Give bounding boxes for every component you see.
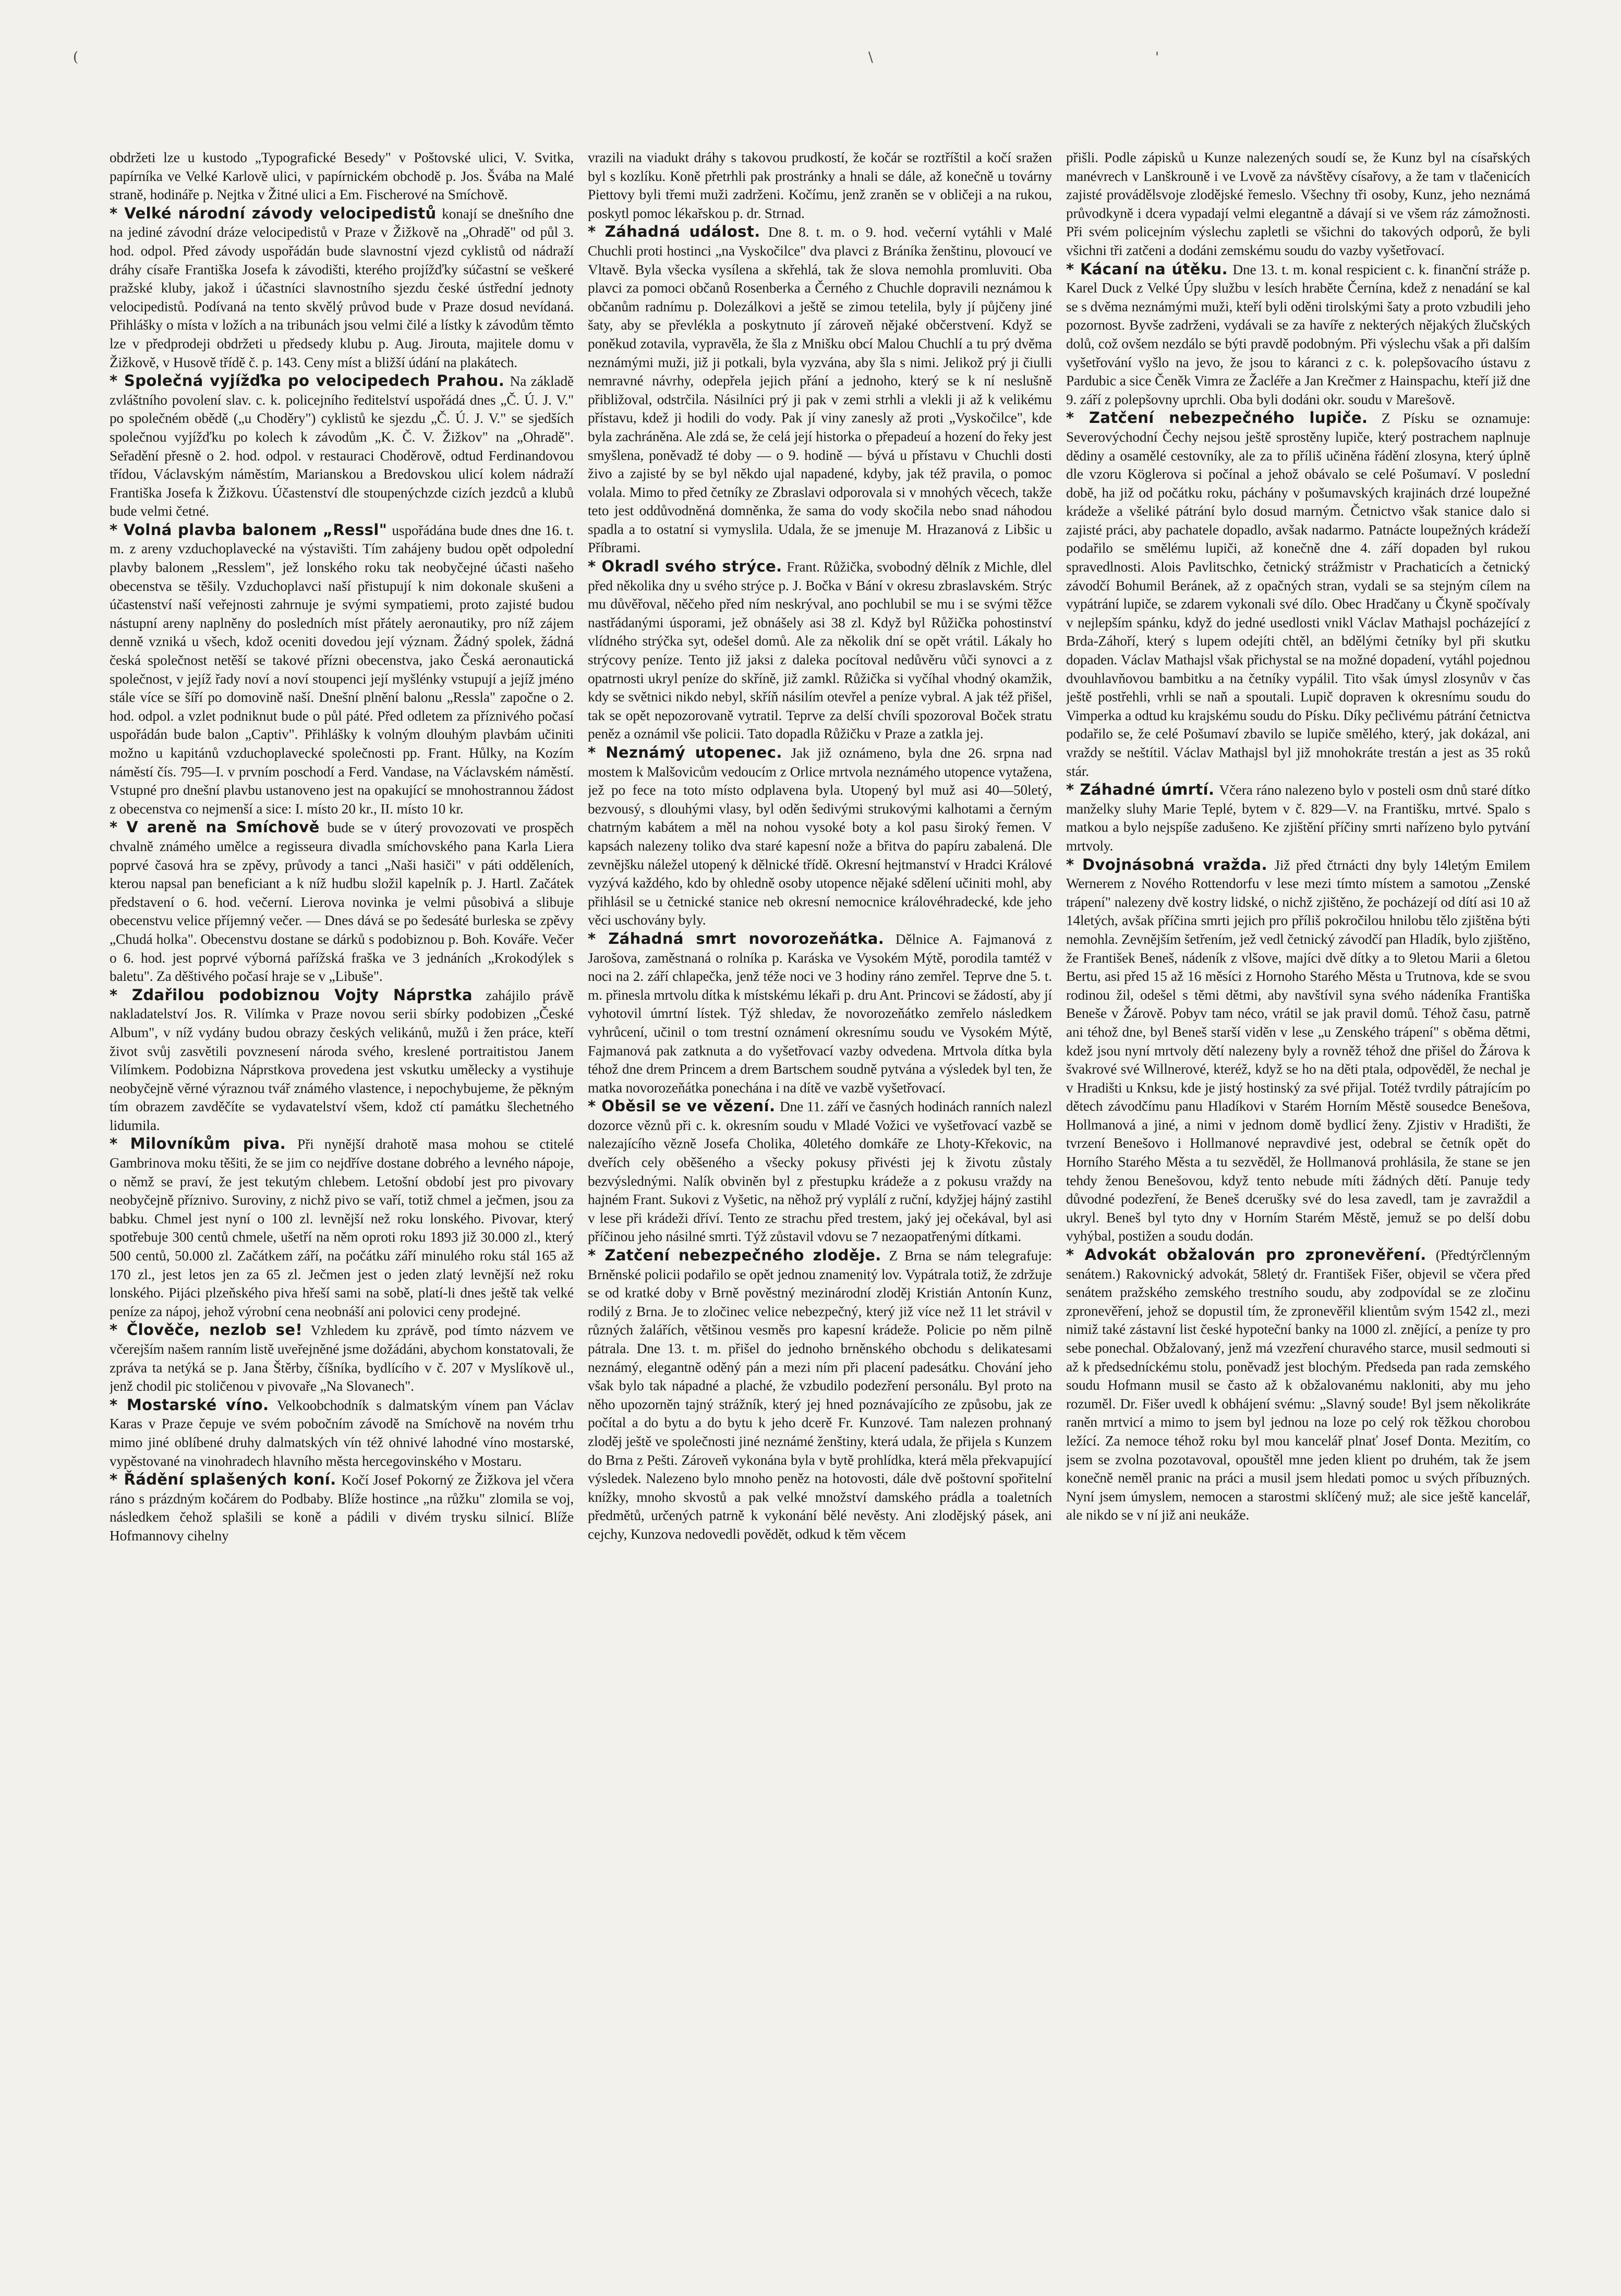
article-headline: * Mostarské víno.: [110, 1395, 269, 1414]
article-headline: * Zdařilou podobiznou Vojty Náprstka: [110, 986, 473, 1004]
article-body-text: Dělnice A. Fajmanová z Jarošova, zaměstnaná o rolníka p. Karáska ve Vysokém Mýtě, porodila tamtéž v noci na 2. září chlapečka, jenž téže noci ve 3 hodiny ráno zemřel. Teprve dne 5. t. m. přinesla mrtvolu dítka k místskému lékaři p. dru Ant. Princovi se žádostí, aby jí vyhotovil úmrtní lístek. Týž shledav, že novorozeňátko zemřelo následkem vyhrůcení, učinil o tom trestní oznámení okresnímu soudu ve Vysokém Mýtě, Fajmanová pak zatknuta a do vyšetřovací vazby odvedena. Mrtvola dítka byla téhož dne drem Princem a drem Bartschem soudně pytvána a výsledek byl ten, že matka novorozeňátka ponechána i na dítě ve vazbě vyšetřovací.: [588, 931, 1052, 1096]
edge-mark-left: (: [73, 50, 79, 65]
article-body-text: zahájilo právě nakladatelství Jos. R. Vilímka v Praze novou serii sbírky podobizen „České Album", v níž vydány budou obrazy českých velikánů, mužů i žen práce, kteří život svůj zasvětili povznesení národa svého, kreslené portraitistou Janem Vilímkem. Podobizna Náprstkova provedena jest vskutku umělecky a vystihuje neobyčejně věrné výraznou tvář známého vlastence, i nepochybujeme, že pěkným tím obrazem zavděčíte se vydavatelství všem, kdož ctí památku šlechetného lidumila.: [110, 987, 574, 1133]
article-paragraph: [588, 557, 1052, 744]
article-body-text: konají se dnešního dne na jediné závodní dráze velocipedistů v Praze v Žižkově na „Ohradě" od půl 3. hod. odpol. Před závody uspořádán bude slavnostní vjezd cyklistů od nádraží dráhy císaře Františka Josefa k závodišti, kterého projížďky súčastní se veškeré pražské kluby, jakož i účastníci slavnostního sjezdu české ústřední jednoty velocipedistů. Podívaná na tento skvělý průvod bude v Praze dosud nevídaná. Přihlášky o místa v ložích a na tribunách jsou velmi čilé a lístky k závodům těmto lze v předprodeji obdržeti u předsedy klubu p. Aug. Jirouta, majitele domu v Žižkově, v Husově třídě č. p. 143. Ceny míst a bližší údání na plakátech.: [110, 205, 574, 370]
edge-mark-right: ': [1155, 50, 1159, 65]
article-paragraph: [588, 744, 1052, 930]
article-paragraph: [110, 149, 574, 204]
article-body-text: obdržeti lze u kustodo „Typografické Besedy" v Poštovské ulici, V. Svitka, papírníka ve Velké Karlově ulici, v papírnickém obchodě p. Jos. Švába na Malé straně, hodináře p. Nejtka v Žitné ulici a Em. Fischerové na Smíchově.: [110, 150, 574, 203]
article-headline: * Volná plavba balonem „Ressl": [110, 520, 388, 539]
article-headline: * Velké národní závody velocipedistů: [110, 204, 437, 222]
article-body-text: přišli. Podle zápisků u Kunze nalezených soudí se, že Kunz byl na císařských manévrech v Lanškrouně i ve Lvově za návštěvy císařovy, a že tam v tlačenicích zajisté provádělsvoje zlodějské řemeslo. Všechny tři osoby, Kunz, jeho neznámá průvodkyně i dcera vypadají velmi elegantně a dávají si ve všem ráz zámožnosti. Při svém policejním výslechu zapletli se všichni do takových odporů, že byli všichni tři zatčeni a dodáni zemskému soudu do vazby vyšetřovací.: [1066, 150, 1530, 258]
article-body-text: Dne 11. září ve časných hodinách ranních nalezl dozorce věznů při c. k. okresním soudu v Mladé Vožici ve vyšetřovací vazbě se nalezajícího vězně Josefa Cholika, 40letého domkáře ze Lhoty-Křekovic, na dveřích cely oběšeného a všecky pokusy přivésti jej k životu zůstaly bezvýslednými. Nalík obviněn byl z přestupku krádeže a z pokusu vraždy na hajném Frant. Sukovi z Vyšetic, na něhož prý vyplálí z ruční, kdyžjej hájný zastihl v lese při krádeži dříví. Tento ze strachu před trestem, jaký jej očekával, byl asi příčinou jeho násilné smrti. Týž zůstavil vdovu se 7 nezaopatřenými dítkami.: [588, 1099, 1052, 1245]
article-headline: * V areně na Smíchově: [110, 818, 320, 836]
article-paragraph: [1066, 409, 1530, 781]
article-paragraph: [588, 930, 1052, 1097]
article-headline: * Zatčení nebezpečného lupiče.: [1066, 409, 1368, 427]
article-headline: * Společná vyjížďka po velocipedech Prahou.: [110, 372, 505, 390]
article-paragraph: [1066, 149, 1530, 260]
article-paragraph: [110, 1321, 574, 1395]
article-body-text: Při nynější drahotě masa mohou se ctitelé Gambrinova moku těšiti, že se jim co nejdříve dostane dobrého a levného nápoje, o němž se praví, že jest tekutým chlebem. Letošní období jest pro pivovary neobyčejně příznivo. Suroviny, z nichž pivo se vaří, totiž chmel a ječmen, jsou za babku. Chmel jest nyní o 100 zl. levnější než roku lonského. Pivovar, který spotřebuje 300 centů chmele, ušetří na něm oproti roku 1893 již 30.000 zl., který 500 centů, 50.000 zl. Začátkem září, na počátku září minulého roku stál 165 až 170 zl., jest letos jen za 65 zl. Ječmen jest o jeden zlatý levnější než roku lonského. Pijáci plzeňského piva hřeší sami na sobě, platí-li dnes ještě tak velké peníze za nápoj, jehož výrobní cena neobnáší ani polovici ceny prodejné.: [110, 1136, 574, 1319]
article-body-text: uspořádána bude dnes dne 16. t. m. z areny vzduchoplavecké na výstavišti. Tím zahájeny budou opět odpolední plavby balonem „Resslem", jež lonského roku tak neobyčejné účasti našeho obecenstva se těšily. Vzduchoplavci naší přistupují k nim dokonale skušeni a účastenství naší veřejnosti zahrnuje je svými sympatiemi, proto zajisté budou nástupní areny naplněny do posledních míst přátely aeronautiky, pro níž zájem denně vzniká u všech, kdož oceniti dovedou její význam. Žádný spolek, žádná česká společnost netěší se takové přízni obecenstva, jako Česká aeronautická společnost, v jejíž řady noví a noví stoupenci její myšlénky vstupují a jejíž jméno stále více se šíří po domovině naší. Dnešní plnění balonu „Ressla" započne o 2. hod. odpol. a vzlet podniknut bude o půl páté. Před odletem za příznivého počasí uspořádán bude balon „Captiv". Přihlášky k volným dlouhým plavbám učiniti možno u kapitánů vzduchoplavecké společnosti pp. Frant. Hůlky, na Kozím náměstí čís. 795—I. v prvním poschodí a Ferd. Vandase, na Václavském náměstí. Vstupné pro dnešní plavbu ustanoveno jest na opakující se mnohostrannou žádost z obecenstva co nejmenší a sice: I. místo 20 kr., II. místo 10 kr.: [110, 522, 574, 817]
article-headline: * Záhadná událost.: [588, 223, 760, 241]
article-body-text: Na základě zvláštního povolení slav. c. k. policejního ředitelství uspořádá dnes „Č. Ú. J. V." po společném obědě („u Choděry") cyklistů ke sjezdu „Č. Ú. J. V." se sjedších společnou vyjížďku po kolech k závodům „K. Č. V. Žižkov" na „Ohradě". Seřadění přesně o 2. hod. odpol. v restauraci Choděrově, odtud Ferdinandovou třídou, Václavským náměstím, Marianskou a Bredovskou ulicí kolem nádraží Františka Josefa k Žižkovu. Účastenství dle stoupenýchzde cizích jezdců a klubů bude velmi četné.: [110, 373, 574, 519]
article-paragraph: [1066, 1246, 1530, 1525]
article-headline: * Okradl svého strýce.: [588, 557, 782, 576]
article-body-text: Vzhledem ku zprávě, pod tímto názvem ve včerejším našem ranním listě uveřejněné jsme dožádáni, abychom konstatovali, že zpráva ta netýká se p. Jana Štěrby, číšníka, bydlícího v č. 207 v Myslíkově ul., jenž chodil pic stoličenou v pivovaře „Na Slovanech".: [110, 1322, 574, 1394]
article-headline: * Dvojnásobná vražda.: [1066, 855, 1267, 873]
article-body-text: Frant. Růžička, svobodný dělník z Michle, dlel před několika dny u svého strýce p. J. Bočka v Bání v okresu zbraslavském. Strýc mu důvěřoval, něčeho před ním neskrýval, ano pochlubil se mu i se svými těžce nastřádanými úsporami, jež obnášely asi 38 zl. Když byl Růžička pohostinství vlídného strýčka syt, odešel domů. Ale za několik dní se opět vrátil. Lákaly ho strýcovy peníze. Tento již jaksi z daleka pocítoval nedůvěru vůči synovci a z opatrnosti ukryl peníze do skříně, již zamkl. Růžička si vyčíhal vhodný okamžik, kdy se světnici nikdo nebyl, skříň násilím otevřel a peníze vybral. A jak též přišel, tak se opět nepozorovaně vytratil. Teprve za delší chvíli spozoroval Boček stratu peněz a oznámil vše policii. Tato dopadla Růžičku v Praze a zatkla jej.: [588, 559, 1052, 742]
article-headline: * Záhadná smrt novorozeňátka.: [588, 929, 885, 947]
article-columns: [110, 149, 1531, 2221]
article-paragraph: [588, 1246, 1052, 1544]
article-paragraph: [588, 1097, 1052, 1246]
article-headline: * Zatčení nebezpečného zloděje.: [588, 1246, 881, 1265]
article-paragraph: [110, 521, 574, 819]
article-headline: * Milovníkům piva.: [110, 1135, 286, 1153]
article-paragraph: [110, 204, 574, 372]
article-paragraph: [1066, 260, 1530, 409]
column-3: [1066, 149, 1530, 2221]
article-paragraph: [1066, 781, 1530, 855]
article-body-text: Již před čtrnácti dny byly 14letým Emilem Wernerem z Nového Rottendorfu v lese mezi tímto místem a samotou „Zenské trápení" nalezeny dvě kostry lidské, o nichž zjištěno, že pocházejí od dítí asi 10 až 14letých, avšak příčina smrti jejich pro příliš pokročilou hnilobu tělo zjištěna býti nemohla. Zevnějším šetřením, jež vedl četnický závodčí pan Hladík, bylo zjištěno, že František Beneš, nádeník z vlšove, majíci dvě dítky a to 9letou Marii a 6letou Bertu, asi před 15 až 16 měsíci z Hornoho Starého Města u Trutnova, kde se svou rodinou žil, odešel s těmi dětmi, aby navštívil syna svého nádeníka Františka Beneše v Žárově. Pobyv tam néco, vrátil se jak pravil domů. Téhož času, patrně ani téhož dne, byl Beneš starší viděn v lese „u Zenského trápení" s oběma dětmi, kdež jsou nyní mrtvoly dětí nalezeny byly a rovněž téhož dne přišel do Žárova k švakrové své Willnerové, kteréž, když se ho na děti ptala, odpověděl, že nechal je v Hradišti u Knksu, kde je jistý hostinský za své přijal. Totéž tvrdily pátrajícím po dětech závodčímu panu Hladíkovi v Starém Horním Městě sousedce Benešova, Hollmanová a jiné, a nimi v jednom domě bydlicí ženy. Zjistiv v Hradišti, že tvrzení Benešovo i Hollmanové nepravdivé jest, odebral se četník opět do Horního Starého Města a tu sezvěděl, že Hollmanová prohlásila, že stane se jen tehdy ženou Benešovou, když tento nebude míti žádných dětí. Panuje tedy důvodné podezření, že Beneš dcerušky své do lesa zavedl, tam je zavraždil a ukryl. Beneš byl tyto dny v Horním Starém Městě, jemuž se po delší dobu vyhýbal, postižen a soudu dodán.: [1066, 857, 1530, 1244]
article-paragraph: [110, 1471, 574, 1545]
column-1: [110, 149, 574, 2221]
article-headline: * Oběsil se ve vězení.: [588, 1097, 776, 1115]
article-headline: * Řádění splašených koní.: [110, 1471, 336, 1489]
article-body-text: Dne 13. t. m. konal respicient c. k. finanční stráže p. Karel Duck z Velké Úpy službu v lesích hraběte Černína, kdež z nenadání se kal se s dvěma neznámými muži, kteří byli oděni tirolskými šaty a proto vzbudili jeho pozornost. Byvše zadrženi, vydávali se za havíře z nekterých nějakých žlučských dolů, což ovšem nezdálo se býti pravdě podobným. Při výslechu však a při dalším vyšetřování vyšlo na jevo, že jsou to káranci z c. k. polepšovacího ústavu z Pardubic a sice Čeněk Vimra ze Žacléře a Jan Krečmer z Hainspachu, kteří již dne 9. září z polepšovny uprchli. Oba byli dodáni okr. soudu v Marešově.: [1066, 261, 1530, 407]
article-body-text: Včera ráno nalezeno bylo v posteli osm dnů staré dítko manželky sluhy Marie Teplé, bytem v č. 829—V. na Františku, mrtvé. Spalo s matkou a bylo nejspíše zadušeno. Ke zjištění příčiny smrti nařízeno bylo pytvání mrtvoly.: [1066, 782, 1530, 854]
article-paragraph: [588, 149, 1052, 223]
column-2: [588, 149, 1052, 2221]
article-paragraph: [110, 818, 574, 986]
article-paragraph: [1066, 856, 1530, 1246]
article-headline: * Neznámý utopenec.: [588, 744, 782, 761]
article-body-text: Velkoobchodník s dalmatským vínem pan Václav Karas v Praze čepuje ve svém pobočním závodě na Smíchově na novém trhu mimo jiné oblíbené druhy dalmatských vín též ohnivé lahodné víno mostarské, vypěstované na vinohradech hlavního města hercegovinského v Mostaru.: [110, 1397, 574, 1469]
article-body-text: Dne 8. t. m. o 9. hod. večerní vytáhli v Malé Chuchli proti hostinci „na Vyskočilce" dva plavci z Bráníka ženštinu, plovoucí ve Vltavě. Byla všecka vysílena a skřehlá, tak že slova nemohla promluviti. Oba plavci za pomoci občanů Rosenberka a Černého z Chuchle dopravili neznámou k občanům radnímu p. Dolezálkovi a ještě se zimou tetelila, byly jí půjčeny jiné šaty, aby se převlékla a poskytnuto jí zároveň nějaké občerstvení. Když se poněkud zotavila, vypravěla, že šla z Mnišku obcí Malou Chuchlí a tu prý dvěma neznámými muži, již ji potkali, byla vyzvána, aby šla s nimi. Jelikož prý ji čiulli nemravné návrhy, odepřela jejich přání a jednoho, který se k ní neslušně přibližoval, odstrčila. Násilníci prý ji pak v zemi strhli a vlekli ji až k velikému přístavu, kdež ji hodili do vody. Pak jí viny zanesly až proti „Vyskočilce", kde byla zachráněna. Ale zdá se, že celá její historka o přepadeuí a hození do řeky jest smyšlena, poněvadž té doby — o 9. hodině — bývá u přístavu v Chuchli dosti živo a zajisté by se byl někdo ujal napadené, kdyby, jak též pravila, o pomoc volala. Mimo to před četníky ze Zbraslavi odporovala si v mnohých věcech, takže teto jest oddůvodněná domněnka, že sama do vody skočila nebo snad náhodou spadla a to ostatní si vymyslila. Udala, že se jmenuje M. Hrazanová z Libšic u Příbrami.: [588, 224, 1052, 556]
article-headline: * Člověče, nezlob se!: [110, 1321, 303, 1339]
article-body-text: (Předtýrčlenným senátem.) Rakovnický advokát, 58letý dr. František Fišer, objevil se včera před senátem pražského zemského trestního soudu, aby zodpovídal se ze zločinu zpronevěření, jehož se dopustil tím, že zpronevěřil klientům svým 1542 zl., mezi nimiž také zástavní list české hypoteční banky na 1000 zl. znějící, a peníze ty pro sebe ponechal. Obžalovaný, jenž má vzezření churavého starce, musil sedmouti si až k předsedníckému stolu, poněvadž jest blochým. Předseda pan rada zemského soudu Hofmann musil se často až k obžalovanému nakloniti, aby mu jeho rozuměl. Dr. Fišer uvedl k obhájení svému: „Slavný soude! Byl jsem několikráte raněn mrtvicí a mimo to jsem byl jednou na loze po celý rok těžkou chorobou ležící. Za nemoce téhož roku byl mou kancelář plnať Josef Donta. Mezitím, co jsem se zvolna pozotavoval, opouštěl mne jeden klient po druhém, tak že jsem konečně neměl pranic na práci a musil jsem hledati pomoc u svých příbuzných. Nyní jsem úmyslem, nemocen a starostmi sklíčený muž; ale sice ještě kancelář, ale nikdo se v ní již ani neukáže.: [1066, 1247, 1530, 1523]
article-body-text: Kočí Josef Pokorný ze Žižkova jel včera ráno s prázdným kočárem do Podbaby. Blíže hostince „na růžku" zlomila se voj, následkem čehož splašili se koně a pádili v divém trysku silnicí. Blíže Hofmannovy cihelny: [110, 1472, 574, 1544]
edge-mark-center: \: [868, 50, 873, 65]
article-paragraph: [110, 986, 574, 1135]
article-headline: * Advokát obžalován pro zpronevěření.: [1066, 1246, 1426, 1264]
article-body-text: vrazili na viadukt dráhy s takovou prudkostí, že kočár se roztříštil a kočí sražen byl s kozlíku. Koně přetrhli pak prostránky a hnali se dále, až konečně u továrny Piettovy byli třemi muži zadrženi. Kočímu, jenž zraněn se v obličeji a na rukou, poskytl pomoc lékařskou p. dr. Strnad.: [588, 150, 1052, 221]
article-paragraph: [110, 372, 574, 521]
article-body-text: Z Písku se oznamuje: Severovýchodní Čechy nejsou ještě sprostěny lupiče, který postrachem naplnuje dědiny a osamělé cestovníky, ale za to příliš učiněna řádění zlosyna, který úplně dle vzoru Köglerova si počínal a jehož obávalo se celé Pošumaví. V poslední době, ha již od počátku roku, páchány v pošumavských krajinách drzé loupežné krádeže a všeliké pátrání bylo dosud marným. Četnictvo však stanice dalo si zajisté práci, aby pachatele dopadlo, avšak nadarmo. Patnácte loupežných krádeží podařilo se smělému lupiči, až konečně dne 4. září dopaden byl rukou spravedlnosti. Alois Pavlitschko, četnický strážmistr v Prachaticích a četnický závodčí Bohumil Beránek, až z opačných stran, vydali se sa stejným cílem na vypátrání lupiče, se zdarem vykonali své dílo. Obec Hradčany u Čkyně spočívaly v nejlepším spánku, když do jedné usedlosti vnikl Václav Mathajsl pocházející z Brda-Záhoří, který s lupem odejíti chtěl, an bdělými četníky byl při skutku dopaden. Václav Mathajsl však přichystal se na možné dopadení, vytáhl pojednou dvouhlavňovou bambitku a na četníky vypálil. Tito však úmysl zlosynův v čas ještě postřehli, vrhli se naň a spoutali. Lupič dopraven k okresnímu soudu do Vimperka a odtud ku krajskému soudu do Písku. Díky pečlivému pátrání četnictva podařilo se, že celé Pošumaví zbavilo se lupiče smělého, který, jak dokázal, ani vraždy se neštítil. Václav Mathajsl byl již mnohokráte trestán a jest as 35 roků stár.: [1066, 410, 1530, 779]
article-headline: * Kácaní na útěku.: [1066, 260, 1228, 278]
article-paragraph: [588, 223, 1052, 557]
article-body-text: Z Brna se nám telegrafuje: Brněnské policii podařilo se opět jednou znamenitý lov. Vypátrala totiž, že zdržuje se od kratké doby v Brně pověstný mezinárodní zloděj Kristián Antonín Kunz, rodilý z Brna. Je to zločinec velice nebezpečný, který již více než 11 let strávil v různých žalářích, většinou vesměs pro kapesní krádeže. Policie po něm pilně pátrala. Dne 13. t. m. přišel do jednoho brněnského obchodu s delikatesami neznámý, elegantně oděný pán a mezi ním při placení padesátku. Chování jeho však bylo tak nápadné a plaché, že vzbudilo podezření personálu. Byl proto na něho upozorněn tajný strážník, který jej hned poznávajícího ze způsobu, jak ze počítal a do bytu a do bytu k jeho dcerě Fr. Kunzové. Tam nalezen prohnaný zloděj ještě ve společnosti jiné neznámé ženštiny, která udala, že přijela s Kunzem do Brna z Pešti. Zároveň vykonána byla v bytě prohlídka, která měla překvapující výsledek. Nalezeno bylo mnoho peněz na hotovosti, dále dvě poštovní spořitelní knížky, mnoho skvostů a pak velké množství damského prádla a toaletních předmětů, určených patrně k vykonání bělé nevěsty. Ani zlodějský pásek, ani cejchy, Kunzova nedovedli povědět, odkud k těm věcem: [588, 1248, 1052, 1542]
article-body-text: Jak již oznámeno, byla dne 26. srpna nad mostem k Malšovicům vedoucím z Orlice mrtvola neznámého utopence vytažena, jež po fece na toto místo odplavena byla. Utopený byl muž asi 40—50letý, bezvousý, s dlouhými vlasy, byl oděn šedivými strukovými kalhotami a černým chatrným kabátem a měl na nohou vysoké boty a kol pasu široký řemen. V kapsách nalezeny toliko dva staré kapesní nože a břitva do papíru zabalená. Dle zevnějšku náležel utopený k dělnické třídě. Okresní hejtmanství v Hradci Králové vyzývá každého, kdo by ohledně osoby utopence nějaké sdělení učiniti mohl, aby přihlásil se u četnické stanice neb okresní nemocnice královéhradecké, kde jeho věci uschovány byly.: [588, 745, 1052, 928]
article-paragraph: [110, 1135, 574, 1321]
article-paragraph: [110, 1396, 574, 1471]
article-body-text: bude se v úterý provozovati ve prospěch chvalně známého umělce a regisseura divadla smíchovského pana Karla Liera poprvé časová hra se zpěvy, průvody a tanci „Naši hasiči" v páti odděleních, kterou napsal pan beneficiant a k níž hudbu složil kapelník p. J. Hartl. Začátek představení o 6. hod. večerní. Lierova novinka je velmi působivá a slibuje obecenstvu velice příjemný večer. — Dnes dává se po šedesáté burleska se zpěvy „Chudá holka". Obecenstvu dostane se dárků s podobiznou p. Boh. Kováře. Večer o 6. hod. jest poprvé výborná pařížská fraška ve 3 jednáních „Krokodýlek s baletu". Za děštivého počasí hraje se v „Libuše".: [110, 820, 574, 985]
article-headline: * Záhadné úmrtí.: [1066, 781, 1215, 799]
